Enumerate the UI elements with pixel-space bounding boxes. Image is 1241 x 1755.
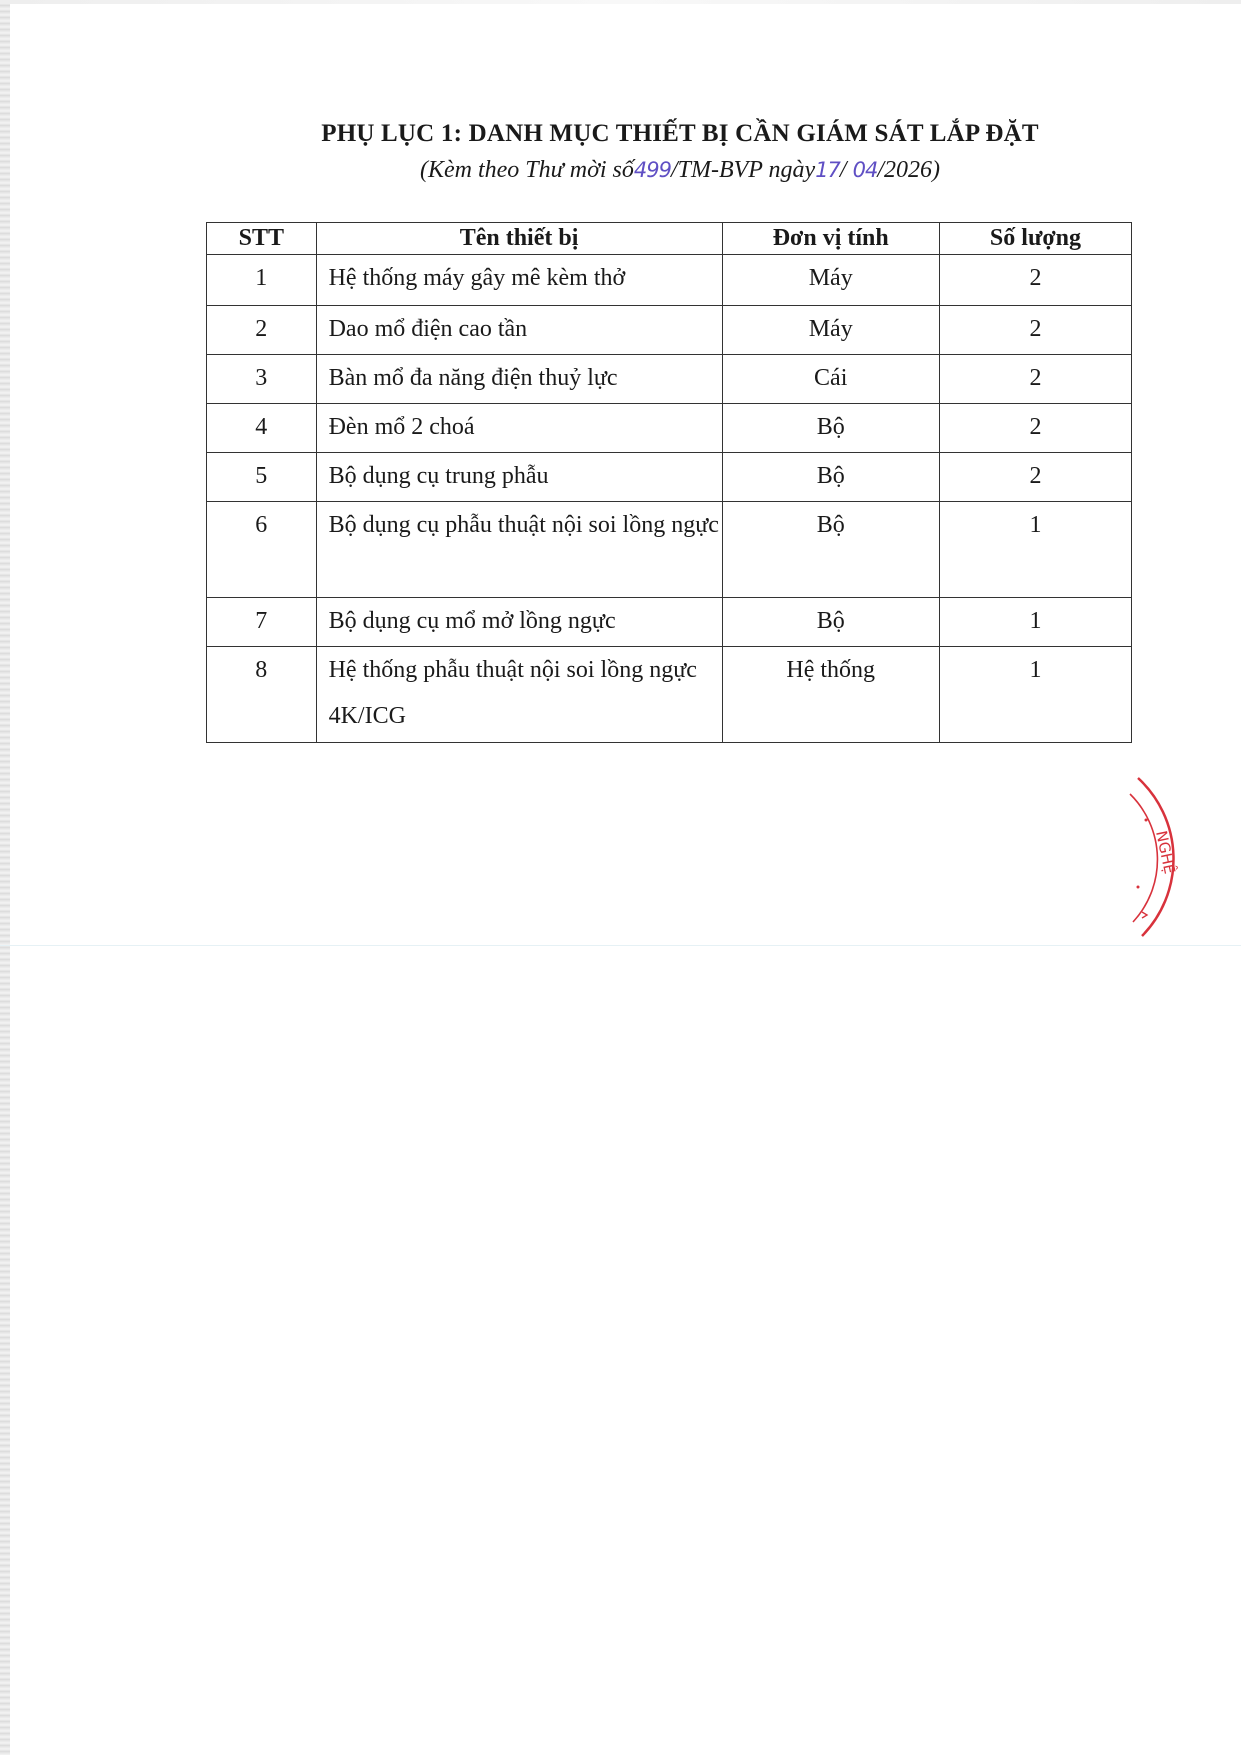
- stamp-mark: [1142, 912, 1147, 918]
- cell-stt: 3: [207, 355, 317, 404]
- cell-qty: 2: [939, 453, 1131, 502]
- scan-edge: [0, 0, 10, 1755]
- stamp-dot: [1137, 886, 1140, 889]
- cell-unit: Máy: [722, 255, 939, 306]
- table-row: [207, 255, 1132, 306]
- cell-stt: 5: [207, 453, 317, 502]
- red-seal-stamp: [1128, 772, 1241, 944]
- cell-stt: 4: [207, 404, 317, 453]
- scan-edge-top: [0, 0, 1241, 4]
- table-row: [207, 306, 1132, 355]
- cell-qty: 2: [939, 255, 1131, 306]
- cell-name: Bộ dụng cụ trung phẫu: [316, 453, 722, 502]
- cell-qty: 1: [939, 598, 1131, 647]
- cell-unit: Bộ: [722, 502, 939, 598]
- subtitle-middle: /TM-BVP ngày: [670, 157, 816, 183]
- equipment-table: [206, 222, 1132, 743]
- cell-qty: 1: [939, 502, 1131, 598]
- cell-qty: 2: [939, 404, 1131, 453]
- table-row: [207, 355, 1132, 404]
- header-unit: Đơn vị tính: [722, 223, 939, 255]
- handwritten-month: 04: [852, 158, 878, 182]
- table-row: [207, 453, 1132, 502]
- table-row: [207, 647, 1132, 743]
- cell-qty: 2: [939, 306, 1131, 355]
- subtitle-sep: /: [839, 157, 853, 183]
- cell-qty: 1: [939, 647, 1131, 743]
- header-stt: STT: [207, 223, 317, 255]
- handwritten-number: 499: [633, 158, 671, 182]
- cell-name: Dao mổ điện cao tần: [316, 306, 722, 355]
- cell-name: Hệ thống máy gây mê kèm thở: [316, 255, 722, 306]
- cell-unit: Máy: [722, 306, 939, 355]
- cell-stt: 2: [207, 306, 317, 355]
- cell-unit: Bộ: [722, 598, 939, 647]
- cell-unit: Bộ: [722, 404, 939, 453]
- table-row: [207, 404, 1132, 453]
- subtitle-suffix: /2026): [877, 157, 940, 183]
- cell-unit: Bộ: [722, 453, 939, 502]
- cell-stt: 1: [207, 255, 317, 306]
- cell-unit: Hệ thống: [722, 647, 939, 743]
- table-row: [207, 502, 1132, 598]
- stamp-text: NGHỆ: [1152, 829, 1179, 876]
- cell-stt: 6: [207, 502, 317, 598]
- cell-name: Đèn mổ 2 choá: [316, 404, 722, 453]
- cell-qty: 2: [939, 355, 1131, 404]
- scan-artifact-line: [0, 945, 1241, 946]
- subtitle-prefix: (Kèm theo Thư mời số: [420, 157, 634, 183]
- cell-name: Hệ thống phẫu thuật nội soi lồng ngực 4K/ICG: [316, 647, 722, 743]
- cell-name: Bộ dụng cụ phẫu thuật nội soi lồng ngực: [316, 502, 722, 598]
- handwritten-day: 17: [815, 158, 840, 182]
- cell-stt: 7: [207, 598, 317, 647]
- stamp-inner-arc: [1130, 794, 1157, 922]
- document-subtitle: [150, 157, 1210, 184]
- cell-name: Bộ dụng cụ mổ mở lồng ngực: [316, 598, 722, 647]
- cell-name: Bàn mổ đa năng điện thuỷ lực: [316, 355, 722, 404]
- stamp-dot: [1145, 819, 1148, 822]
- cell-unit: Cái: [722, 355, 939, 404]
- document-title: PHỤ LỤC 1: DANH MỤC THIẾT BỊ CẦN GIÁM SÁT LẮP ĐẶT: [321, 120, 1039, 147]
- table-header-row: [207, 223, 1132, 255]
- header-name: Tên thiết bị: [316, 223, 722, 255]
- table-row: [207, 598, 1132, 647]
- header-qty: Số lượng: [939, 223, 1131, 255]
- cell-stt: 8: [207, 647, 317, 743]
